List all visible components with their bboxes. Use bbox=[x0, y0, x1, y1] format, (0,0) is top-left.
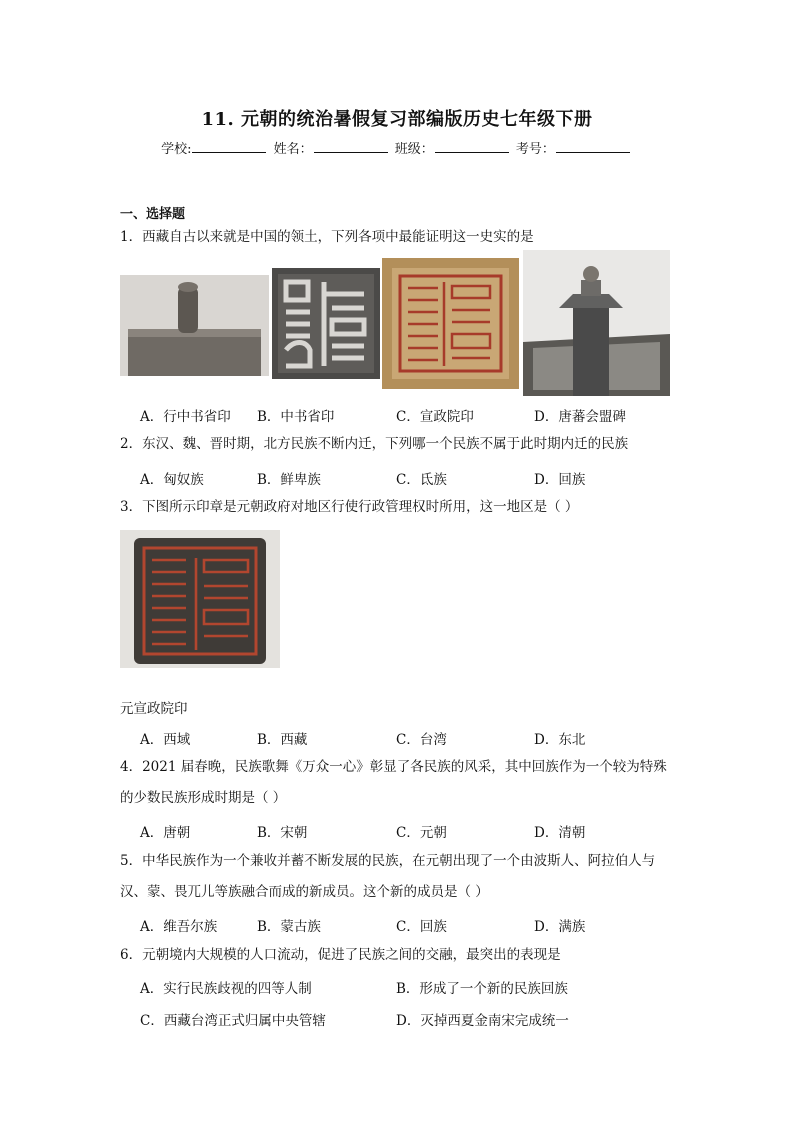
q5-option-a[interactable]: A．维吾尔族 bbox=[140, 919, 218, 935]
student-info-line bbox=[0, 138, 794, 157]
q1-option-b[interactable]: B．中书省印 bbox=[257, 409, 335, 425]
seal-photo-3 bbox=[382, 258, 519, 389]
q6-option-b[interactable]: B．形成了一个新的民族回族 bbox=[396, 981, 568, 997]
q6-option-c[interactable]: C．西藏台湾正式归属中央管辖 bbox=[140, 1013, 326, 1029]
q5-option-c[interactable]: C．回族 bbox=[396, 919, 447, 935]
question-3-image-caption: 元宣政院印 bbox=[120, 701, 188, 717]
q1-option-a[interactable]: A．行中书省印 bbox=[140, 409, 231, 425]
xuanzheng-seal-photo bbox=[120, 530, 280, 668]
question-6-text: 6．元朝境内大规模的人口流动，促进了民族之间的交融，最突出的表现是 bbox=[120, 947, 561, 963]
class-blank[interactable] bbox=[435, 141, 509, 153]
q1-option-d[interactable]: D．唐蕃会盟碑 bbox=[534, 409, 626, 425]
question-4-text-line-1: 4．2021 届春晚，民族歌舞《万众一心》彰显了各民族的风采，其中回族作为一个较为特殊 bbox=[120, 759, 667, 775]
stele-photo bbox=[523, 250, 670, 396]
q3-option-a[interactable]: A．西域 bbox=[140, 732, 191, 748]
q3-option-b[interactable]: B．西藏 bbox=[257, 732, 308, 748]
question-5-text-line-1: 5．中华民族作为一个兼收并蓄不断发展的民族，在元朝出现了一个由波斯人、阿拉伯人与 bbox=[120, 853, 656, 869]
q3-option-c[interactable]: C．台湾 bbox=[396, 732, 447, 748]
q5-option-b[interactable]: B．蒙古族 bbox=[257, 919, 321, 935]
question-2-text: 2．东汉、魏、晋时期，北方民族不断内迁，下列哪一个民族不属于此时期内迁的民族 bbox=[120, 436, 629, 452]
q2-option-d[interactable]: D．回族 bbox=[534, 472, 586, 488]
school-blank[interactable] bbox=[192, 141, 266, 153]
q1-option-c[interactable]: C．宣政院印 bbox=[396, 409, 474, 425]
question-1-text: 1．西藏自古以来就是中国的领土，下列各项中最能证明这一史实的是 bbox=[120, 229, 534, 245]
q2-option-a[interactable]: A．匈奴族 bbox=[140, 472, 204, 488]
q6-option-a[interactable]: A．实行民族歧视的四等人制 bbox=[140, 981, 312, 997]
number-label: 考号： bbox=[515, 142, 555, 157]
q5-option-d[interactable]: D．满族 bbox=[534, 919, 586, 935]
q3-option-d[interactable]: D．东北 bbox=[534, 732, 586, 748]
seal-photo-1 bbox=[120, 275, 269, 376]
q6-option-d[interactable]: D．灭掉西夏金南宋完成统一 bbox=[396, 1013, 569, 1029]
name-label: 姓名： bbox=[273, 142, 313, 157]
q4-option-d[interactable]: D．清朝 bbox=[534, 825, 586, 841]
q2-option-b[interactable]: B．鲜卑族 bbox=[257, 472, 321, 488]
name-blank[interactable] bbox=[314, 141, 388, 153]
number-blank[interactable] bbox=[556, 141, 630, 153]
q4-option-c[interactable]: C．元朝 bbox=[396, 825, 447, 841]
q4-option-a[interactable]: A．唐朝 bbox=[140, 825, 191, 841]
question-5-text-line-2: 汉、蒙、畏兀儿等族融合而成的新成员。这个新的成员是（ ） bbox=[120, 884, 489, 900]
section-heading: 一、选择题 bbox=[120, 207, 186, 222]
class-label: 班级： bbox=[394, 142, 434, 157]
question-3-text: 3．下图所示印章是元朝政府对地区行使行政管理权时所用，这一地区是（ ） bbox=[120, 499, 579, 515]
school-label: 学校: bbox=[161, 142, 192, 157]
q2-option-c[interactable]: C．氐族 bbox=[396, 472, 447, 488]
question-4-text-line-2: 的少数民族形成时期是（ ） bbox=[120, 790, 287, 806]
q4-option-b[interactable]: B．宋朝 bbox=[257, 825, 308, 841]
page-title: 11. 元朝的统治暑假复习部编版历史七年级下册 bbox=[201, 109, 593, 130]
seal-photo-2 bbox=[272, 268, 380, 379]
